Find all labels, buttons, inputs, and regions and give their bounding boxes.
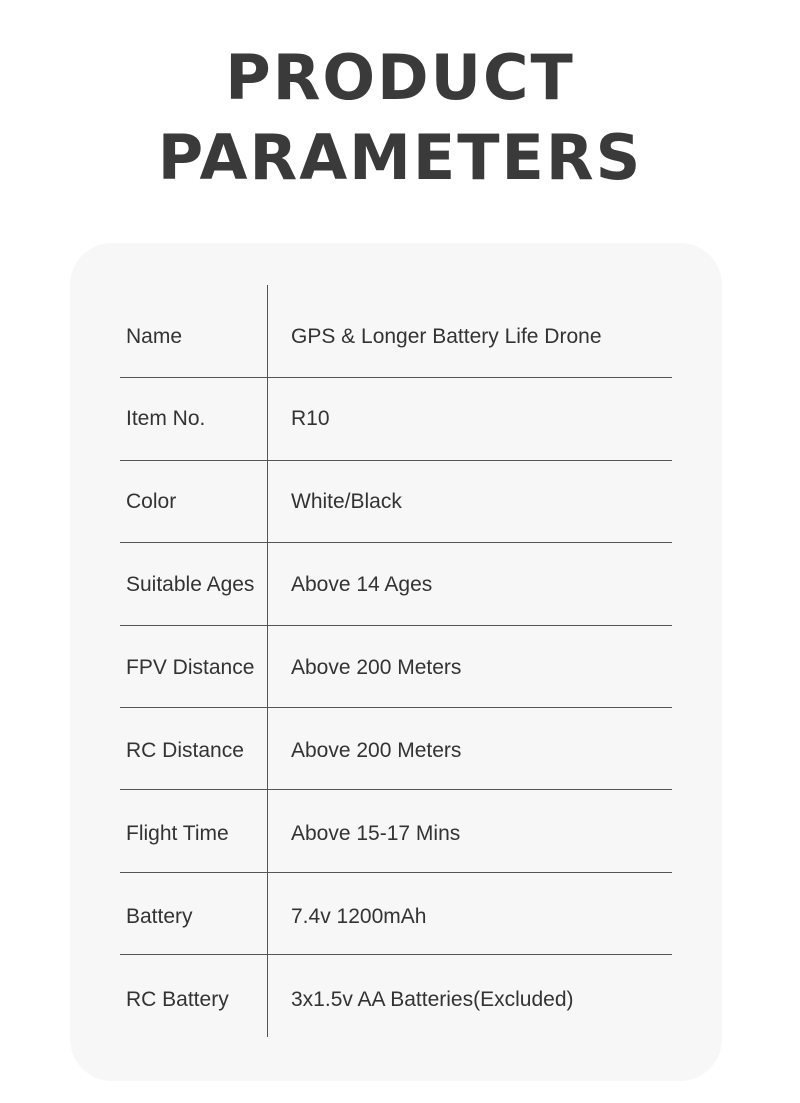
param-value: 3x1.5v AA Batteries(Excluded) [291,988,574,1011]
param-value: Above 200 Meters [291,656,462,679]
param-value: Above 15-17 Mins [291,822,461,845]
table-row [120,625,672,708]
table-row [120,378,672,461]
page-title-line-2: PARAMETERS [157,121,643,194]
param-label: RC Battery [126,988,229,1011]
param-value: R10 [291,407,330,430]
table-row [120,790,672,873]
param-label: Name [126,325,183,348]
page-title-line-1: PRODUCT [225,41,575,114]
table-row [120,295,672,378]
param-value: 7.4v 1200mAh [291,905,427,928]
param-label: Suitable Ages [126,573,255,596]
param-label: Item No. [126,407,206,430]
param-value: Above 14 Ages [291,573,433,596]
param-label: Flight Time [126,822,229,845]
param-label: RC Distance [126,739,244,762]
table-row [120,955,672,1038]
param-value: GPS & Longer Battery Life Drone [291,325,602,348]
param-label: Color [126,490,177,513]
table-row [120,543,672,626]
param-value: Above 200 Meters [291,739,462,762]
table-row [120,707,672,790]
param-value: White/Black [291,490,402,513]
table-row [120,460,672,543]
page-title [0,38,800,198]
param-label: Battery [126,905,193,928]
param-label: FPV Distance [126,656,255,679]
table-row [120,872,672,955]
parameters-table [120,285,672,1037]
